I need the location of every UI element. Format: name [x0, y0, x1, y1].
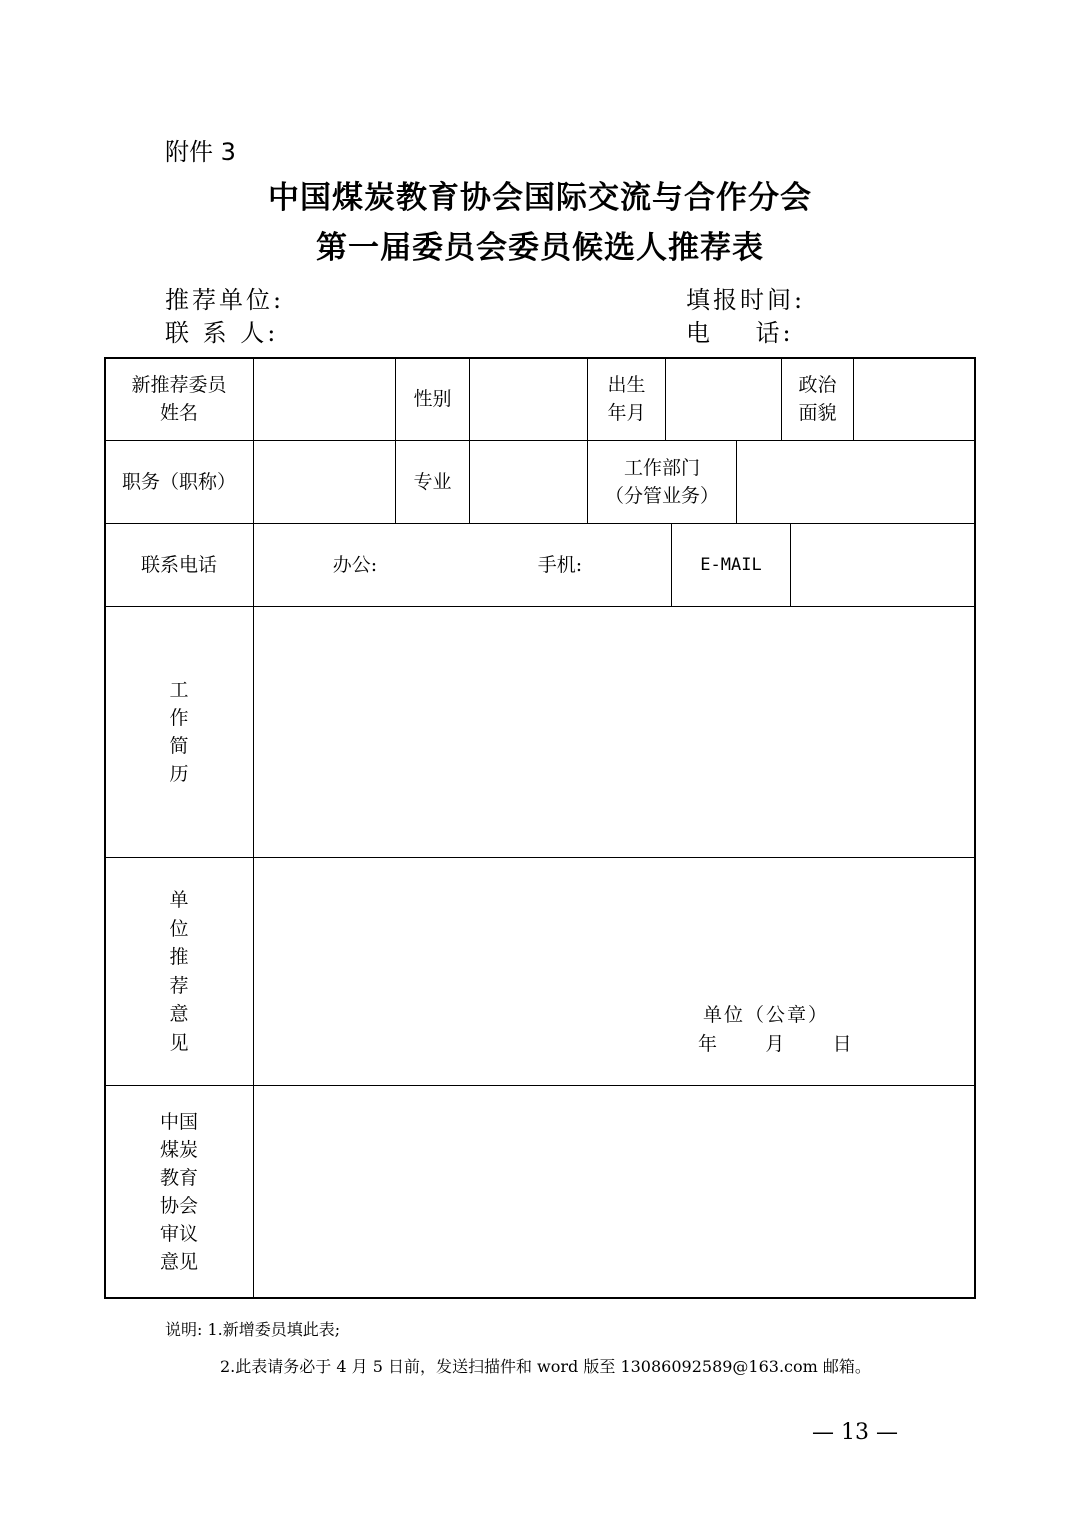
major-field[interactable]: [470, 441, 587, 523]
position-title-field[interactable]: [254, 441, 395, 523]
attachment-label: 附件 3: [165, 138, 236, 166]
recommending-unit-label: 推荐单位:: [165, 286, 285, 314]
page-title-line1: 中国煤炭教育协会国际交流与合作分会: [268, 180, 812, 216]
candidate-name-label: 新推荐委员 姓名: [131, 374, 227, 424]
contact-person-label: 联 系 人:: [165, 319, 279, 347]
work-department-label: 工作部门 （分管业务）: [604, 457, 719, 507]
note-line-2: 2.此表请务必于 4 月 5 日前，发送扫描件和 word 版至 13086092589@163.com 邮箱。: [220, 1357, 871, 1376]
political-status-label: 政治 面貌: [798, 374, 837, 424]
candidate-name-field[interactable]: [254, 358, 395, 440]
birth-date-field[interactable]: [666, 358, 781, 440]
email-field[interactable]: [791, 524, 974, 606]
association-review-field[interactable]: [254, 1086, 974, 1297]
association-review-label: 中国 煤炭 教育 协会 审议 意见: [159, 1110, 198, 1273]
mobile-phone-label: 手机:: [537, 554, 583, 576]
email-label: E-MAIL: [700, 555, 762, 575]
work-department-field[interactable]: [737, 441, 974, 523]
office-phone-label: 办公:: [332, 554, 378, 576]
unit-date-label: 年 月 日: [698, 1033, 852, 1055]
page-title-line2: 第一届委员会委员候选人推荐表: [316, 230, 764, 266]
birth-date-label: 出生 年月: [607, 374, 646, 424]
unit-opinion-field[interactable]: [254, 858, 974, 1085]
gender-label: 性别: [413, 388, 452, 410]
political-status-field[interactable]: [854, 358, 974, 440]
phone-label: 电 话:: [686, 319, 794, 347]
work-resume-field[interactable]: [254, 607, 974, 857]
contact-phone-label: 联系电话: [140, 554, 217, 576]
note-line-1: 说明: 1.新增委员填此表;: [165, 1320, 341, 1339]
work-resume-label: 工 作 简 历: [169, 679, 189, 785]
unit-seal-label: 单位（公章）: [703, 1004, 830, 1026]
position-title-label: 职务（职称）: [121, 471, 236, 493]
unit-opinion-label: 单 位 推 荐 意 见: [169, 889, 189, 1054]
gender-field[interactable]: [470, 358, 587, 440]
page-number: — 13 —: [812, 1420, 898, 1445]
fill-time-label: 填报时间:: [686, 286, 806, 314]
major-label: 专业: [413, 471, 452, 493]
